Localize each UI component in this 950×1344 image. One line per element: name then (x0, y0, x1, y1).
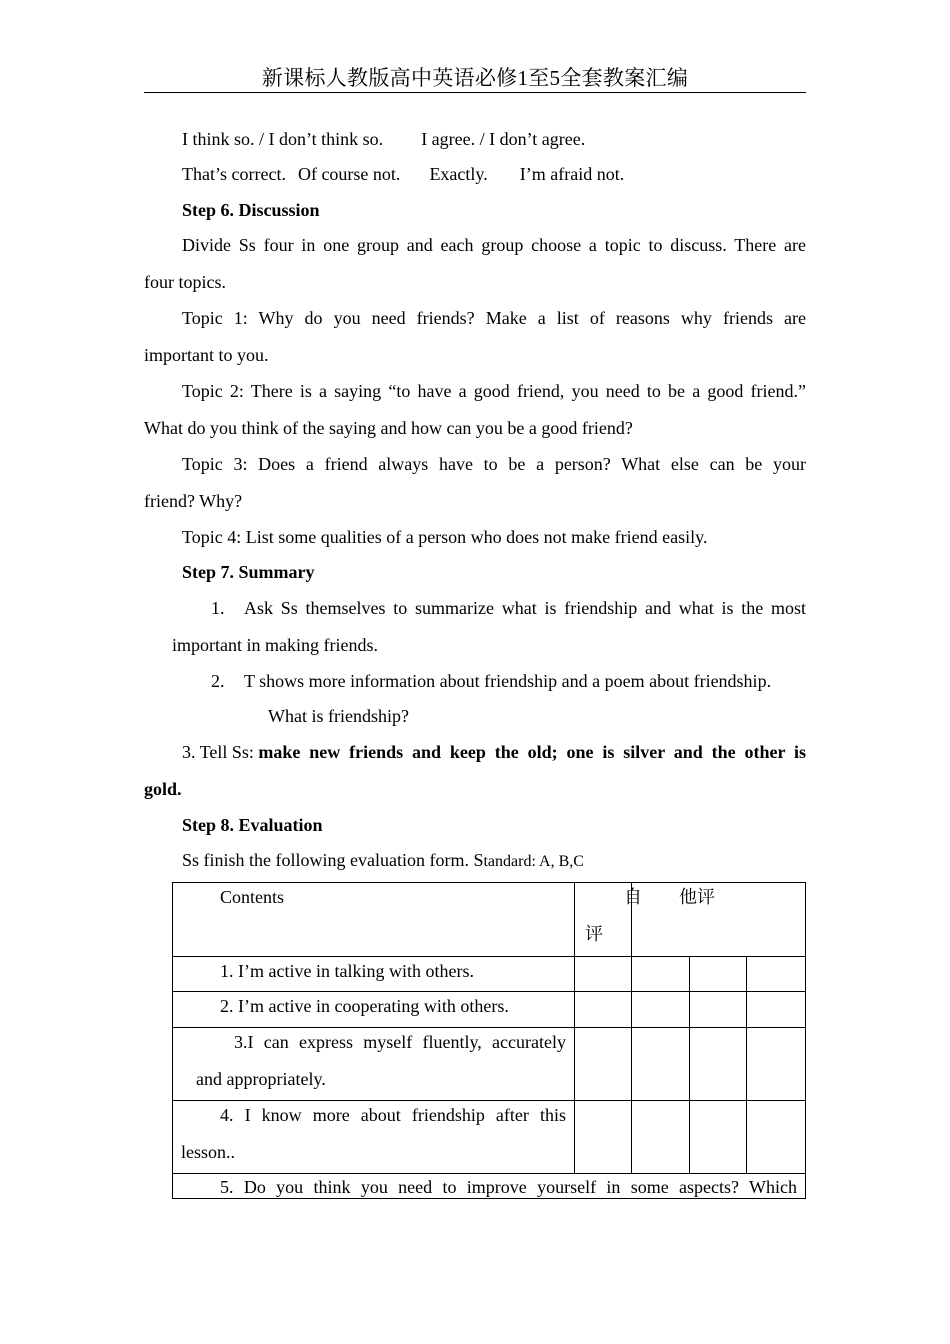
header-self-char2: 评 (585, 924, 603, 944)
expression-exactly: Exactly. (429, 164, 488, 184)
step8-intro (182, 848, 584, 874)
step8-heading: Step 8. Evaluation (182, 815, 323, 835)
expression-agree: I agree. / I don’t agree. (421, 129, 586, 149)
step6-heading: Step 6. Discussion (182, 200, 320, 220)
expression-correct: That’s correct. (182, 164, 286, 184)
table-row (173, 957, 806, 992)
expression-afraid-not: I’m afraid not. (519, 164, 625, 184)
row4-other-cell-1[interactable] (632, 1101, 690, 1174)
header-self-cell (575, 883, 642, 957)
row2-content-cell (173, 992, 575, 1028)
row4-content-cell (173, 1101, 575, 1174)
row3-content-line2: and appropriately. (196, 1069, 326, 1089)
topic3-line1: Topic 3: Does a friend always have to be a person? What else can be your (182, 454, 806, 474)
step8-intro-text: Ss finish the following evaluation form. S (182, 850, 484, 870)
row2-other-cell-3[interactable] (747, 992, 806, 1028)
evaluation-table (172, 882, 806, 1199)
expression-row-2 (182, 162, 624, 186)
summary-item3-bold: make new friends and keep the old; one is silver and the other is (258, 742, 806, 762)
topic1-line2: important to you. (144, 345, 269, 365)
table-row (173, 1174, 806, 1199)
row1-other-cell-1[interactable] (632, 957, 690, 992)
row3-other-cell-1[interactable] (632, 1028, 690, 1101)
topic1-line1: Topic 1: Why do you need friends? Make a list of reasons why friends are (182, 308, 806, 328)
header-others-cell (632, 883, 806, 957)
page-header: 新课标人教版高中英语必修1至5全套教案汇编 (144, 64, 806, 93)
row4-content-line1: 4. I know more about friendship after this (220, 1105, 566, 1125)
row3-content-cell (173, 1028, 575, 1101)
header-others: 他评 (679, 887, 715, 907)
topic4: Topic 4: List some qualities of a person who does not make friend easily. (182, 527, 708, 547)
header-contents: Contents (220, 887, 285, 907)
expression-think-so: I think so. / I don’t think so. (182, 129, 384, 149)
row5-content-line1: 5. Do you think you need to improve yourself in some aspects? Which (220, 1177, 798, 1197)
step8-standard: tandard: A, B,C (483, 853, 584, 870)
summary-item3-line2: gold. (144, 779, 182, 799)
row2-content: 2. I’m active in cooperating with others. (220, 996, 509, 1016)
summary-item3-line1 (182, 740, 806, 764)
step6-intro-line2: four topics. (144, 272, 226, 292)
summary-item3-prefix: 3. Tell Ss: (182, 742, 259, 762)
expression-row-1 (182, 127, 585, 151)
expression-of-course-not: Of course not. (297, 164, 401, 184)
table-row (173, 1028, 806, 1101)
summary-item1-line1: Ask Ss themselves to summarize what is friendship and what is the most (244, 598, 806, 618)
row2-self-cell[interactable] (575, 992, 632, 1028)
row1-self-cell[interactable] (575, 957, 632, 992)
row1-content-cell (173, 957, 575, 992)
row4-self-cell[interactable] (575, 1101, 632, 1174)
summary-item2-line1: T shows more information about friendship and a poem about friendship. (244, 671, 772, 691)
row3-self-cell[interactable] (575, 1028, 632, 1101)
row3-content-line1: 3.I can express myself fluently, accurately (234, 1032, 566, 1052)
summary-item2-line2: What is friendship? (268, 706, 409, 726)
header-self-char1: 自 (624, 887, 642, 907)
summary-item1-number: 1. (211, 598, 225, 618)
row2-other-cell-1[interactable] (632, 992, 690, 1028)
row4-content-line2: lesson.. (181, 1142, 235, 1162)
step6-intro-line1: Divide Ss four in one group and each group choose a topic to discuss. There are (182, 235, 806, 255)
summary-item1-line2: important in making friends. (172, 635, 378, 655)
row3-other-cell-3[interactable] (747, 1028, 806, 1101)
row4-other-cell-3[interactable] (747, 1101, 806, 1174)
topic2-line1: Topic 2: There is a saying “to have a good friend, you need to be a good friend.” (182, 381, 806, 401)
row2-other-cell-2[interactable] (690, 992, 747, 1028)
table-row (173, 992, 806, 1028)
header-contents-cell (173, 883, 575, 957)
step7-heading: Step 7. Summary (182, 562, 315, 582)
row3-other-cell-2[interactable] (690, 1028, 747, 1101)
row1-content: 1. I’m active in talking with others. (220, 961, 474, 981)
table-header-row (173, 883, 806, 957)
table-row (173, 1101, 806, 1174)
row1-other-cell-2[interactable] (690, 957, 747, 992)
row1-other-cell-3[interactable] (747, 957, 806, 992)
row4-other-cell-2[interactable] (690, 1101, 747, 1174)
topic3-line2: friend? Why? (144, 491, 243, 511)
topic2-line2: What do you think of the saying and how can you be a good friend? (144, 418, 633, 438)
summary-item2-number: 2. (211, 671, 225, 691)
row5-content-cell (173, 1174, 806, 1199)
